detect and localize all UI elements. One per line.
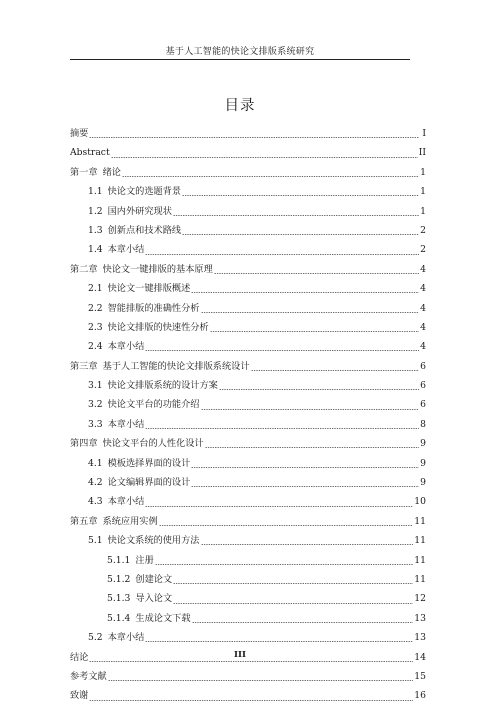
dot-leader: [182, 234, 419, 235]
toc-entry[interactable]: [70, 415, 426, 434]
toc-entry[interactable]: [70, 434, 426, 453]
dot-leader: [159, 525, 414, 526]
toc-entry[interactable]: [70, 337, 426, 356]
toc-entry-label: 快论文的选题背景: [107, 186, 182, 198]
toc-entry-number: 1.4: [88, 244, 103, 256]
toc-entry-label: 快论文平台的功能介绍: [107, 399, 200, 411]
toc-entry-page: 4: [420, 283, 426, 295]
dot-leader: [201, 312, 420, 313]
toc-entry-page: 16: [414, 690, 426, 702]
toc-entry-number: 2.2: [88, 302, 103, 314]
toc-entry-page: 4: [420, 263, 426, 275]
dot-leader: [173, 603, 413, 604]
toc-entry-number: 5.1.1: [107, 554, 131, 566]
toc-entry-page: 6: [420, 380, 426, 392]
toc-entry-number: 5.1.4: [107, 612, 131, 624]
toc-entry-page: 2: [420, 244, 426, 256]
toc-entry-label: 创建论文: [135, 573, 173, 585]
toc-entry-number: 1.3: [88, 224, 103, 236]
toc-entry-page: 11: [414, 554, 426, 566]
dot-leader: [122, 176, 419, 177]
toc-entry-label: 智能排版的准确性分析: [107, 302, 200, 314]
toc-entry[interactable]: [70, 609, 426, 628]
dot-leader: [191, 486, 419, 487]
toc-entry-label: 国内外研究现状: [107, 205, 172, 217]
dot-leader: [145, 428, 419, 429]
toc-entry-page: I: [422, 128, 426, 139]
toc-entry-label: 结论: [70, 651, 89, 663]
running-header: 基于人工智能的快论文排版系统研究: [165, 47, 315, 57]
toc-entry[interactable]: [70, 551, 426, 570]
toc-entry-page: 1: [420, 186, 426, 198]
toc-entry[interactable]: [70, 512, 426, 531]
toc-entry[interactable]: [70, 628, 426, 647]
toc-entry-page: 12: [414, 593, 426, 605]
toc-entry-page: 9: [420, 477, 426, 489]
toc-entry-page: 11: [414, 573, 426, 585]
dot-leader: [219, 389, 419, 390]
dot-leader: [173, 215, 419, 216]
toc-entry-number: 2.3: [88, 321, 103, 333]
dot-leader: [89, 700, 413, 701]
toc-entry[interactable]: [70, 570, 426, 589]
toc-entry[interactable]: [70, 318, 426, 337]
toc-entry-page: 2: [420, 224, 426, 236]
header-rule: [70, 59, 410, 60]
toc-entry-label: 致谢: [70, 690, 89, 702]
toc-entry-label: 基于人工智能的快论文排版系统设计: [102, 360, 250, 372]
dot-leader: [201, 544, 414, 545]
toc-entry-number: 第一章: [70, 166, 98, 178]
toc-entry[interactable]: [70, 240, 426, 259]
toc-entry-page: 1: [420, 166, 426, 178]
toc-entry[interactable]: [70, 221, 426, 240]
dot-leader: [214, 273, 419, 274]
toc-entry-number: 2.1: [88, 283, 103, 295]
dot-leader: [155, 564, 414, 565]
toc-entry[interactable]: [70, 124, 426, 143]
dot-leader: [111, 157, 418, 158]
toc-entry-page: 10: [414, 496, 426, 508]
toc-entry-label: 摘要: [70, 128, 89, 139]
dot-leader: [145, 506, 413, 507]
table-of-contents: [70, 124, 426, 706]
dot-leader: [182, 195, 419, 196]
toc-entry[interactable]: [70, 589, 426, 608]
toc-entry[interactable]: [70, 202, 426, 221]
toc-entry-page: 4: [420, 302, 426, 314]
toc-entry-label: Abstract: [70, 147, 110, 159]
toc-entry-number: 4.1: [88, 457, 103, 469]
dot-leader: [108, 680, 414, 681]
toc-entry-page: 9: [420, 457, 426, 469]
dot-leader: [89, 137, 419, 138]
toc-entry-label: 模板选择界面的设计: [107, 457, 191, 469]
dot-leader: [201, 409, 420, 410]
dot-leader: [251, 370, 419, 371]
dot-leader: [191, 467, 419, 468]
toc-entry-page: 11: [414, 515, 426, 527]
toc-entry-page: 4: [420, 341, 426, 353]
toc-entry-label: 注册: [135, 554, 154, 566]
toc-entry-page: 13: [414, 632, 426, 644]
toc-entry-label: 快论文平台的人性化设计: [102, 438, 204, 450]
dot-leader: [191, 292, 419, 293]
toc-entry[interactable]: [70, 299, 426, 318]
toc-entry-number: 3.1: [88, 380, 103, 392]
toc-entry-page: 13: [414, 612, 426, 624]
toc-entry-label: 快论文系统的使用方法: [107, 535, 200, 547]
toc-entry-number: 2.4: [88, 341, 103, 353]
dot-leader: [210, 331, 419, 332]
toc-entry-page: 6: [420, 360, 426, 372]
toc-entry-label: 本章小结: [107, 496, 145, 508]
toc-entry[interactable]: [70, 163, 426, 182]
toc-entry-number: 3.2: [88, 399, 103, 411]
dot-leader: [205, 447, 419, 448]
toc-entry[interactable]: [70, 473, 426, 492]
toc-entry-number: 5.1: [88, 535, 103, 547]
toc-entry-number: 5.1.2: [107, 573, 131, 585]
toc-entry-number: 1.2: [88, 205, 103, 217]
toc-entry[interactable]: [70, 279, 426, 298]
toc-entry[interactable]: [70, 667, 426, 686]
toc-entry-label: 生成论文下载: [135, 612, 191, 624]
toc-entry-page: II: [418, 147, 426, 159]
toc-entry-number: 第二章: [70, 263, 98, 275]
toc-entry-page: 14: [414, 651, 426, 663]
toc-entry[interactable]: [70, 686, 426, 705]
dot-leader: [145, 350, 419, 351]
toc-entry-label: 本章小结: [107, 418, 145, 430]
toc-entry-page: 11: [414, 535, 426, 547]
toc-entry[interactable]: [70, 531, 426, 550]
toc-entry-label: 本章小结: [107, 244, 145, 256]
toc-entry[interactable]: [70, 492, 426, 511]
toc-entry[interactable]: [70, 454, 426, 473]
toc-entry-label: 系统应用实例: [102, 515, 158, 527]
toc-entry-label: 本章小结: [107, 341, 145, 353]
toc-entry[interactable]: [70, 182, 426, 201]
toc-entry-number: 3.3: [88, 418, 103, 430]
toc-entry-label: 创新点和技术路线: [107, 224, 182, 236]
page-title: 目录: [224, 98, 256, 114]
toc-entry-number: 第五章: [70, 515, 98, 527]
toc-entry-label: 论文编辑界面的设计: [107, 477, 191, 489]
toc-entry[interactable]: [70, 395, 426, 414]
toc-entry-page: 15: [414, 670, 426, 682]
dot-leader: [145, 641, 413, 642]
toc-entry-label: 参考文献: [70, 670, 107, 682]
dot-leader: [89, 661, 413, 662]
toc-entry-label: 快论文排版系统的设计方案: [107, 380, 218, 392]
toc-entry-page: 6: [420, 399, 426, 411]
toc-entry-page: 4: [420, 321, 426, 333]
page-number: III: [234, 650, 246, 660]
toc-entry-label: 绪论: [102, 166, 121, 178]
toc-entry-label: 快论文一键排版概述: [107, 283, 191, 295]
toc-entry-number: 1.1: [88, 186, 103, 198]
toc-entry-page: 9: [420, 438, 426, 450]
toc-entry-number: 4.2: [88, 477, 103, 489]
toc-entry-number: 第四章: [70, 438, 98, 450]
toc-entry-label: 本章小结: [107, 632, 145, 644]
toc-entry[interactable]: [70, 376, 426, 395]
dot-leader: [145, 254, 419, 255]
toc-entry[interactable]: [70, 143, 426, 162]
dot-leader: [192, 622, 414, 623]
toc-entry-number: 4.3: [88, 496, 103, 508]
toc-entry-number: 5.1.3: [107, 593, 131, 605]
toc-entry-number: 5.2: [88, 632, 103, 644]
toc-entry[interactable]: [70, 357, 426, 376]
toc-entry-label: 快论文排版的快速性分析: [107, 321, 209, 333]
toc-entry-label: 快论文一键排版的基本原理: [102, 263, 213, 275]
toc-entry-page: 1: [420, 205, 426, 217]
toc-entry-page: 8: [420, 418, 426, 430]
dot-leader: [173, 583, 413, 584]
toc-entry-number: 第三章: [70, 360, 98, 372]
toc-entry-label: 导入论文: [135, 593, 173, 605]
toc-entry[interactable]: [70, 260, 426, 279]
